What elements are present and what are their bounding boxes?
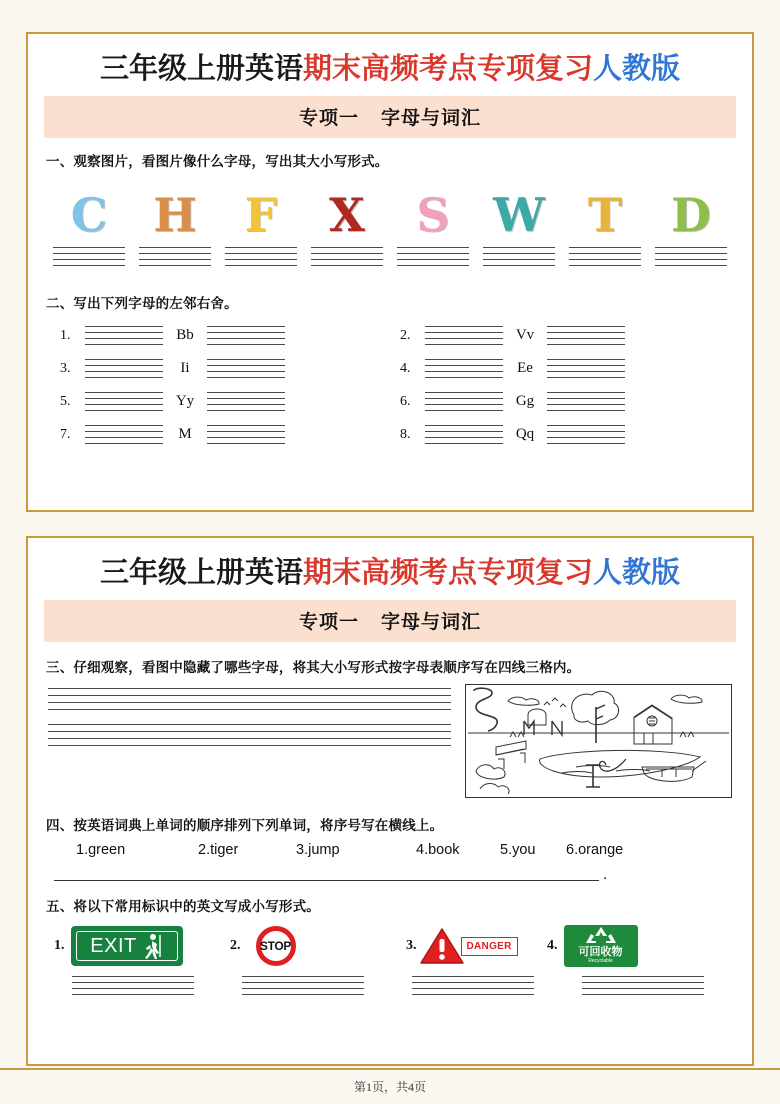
exercise1-answer-lines <box>566 247 644 266</box>
guide-line <box>85 431 163 432</box>
exercise1-answer-lines <box>480 247 558 266</box>
guide-line <box>85 371 163 372</box>
guide-line <box>85 359 163 360</box>
vocabulary-word: 3.jump <box>296 842 340 859</box>
letter-glyph: W <box>493 188 545 243</box>
guide-line <box>85 392 163 393</box>
guide-line <box>48 745 451 746</box>
guide-line <box>547 359 625 360</box>
item-number: 6. <box>400 393 411 409</box>
guide-line <box>547 431 625 432</box>
target-letter: Ee <box>517 360 533 377</box>
guide-line <box>655 247 727 248</box>
guide-line <box>48 731 451 732</box>
four-line-writing-guide[interactable] <box>207 326 285 345</box>
guide-line <box>425 431 503 432</box>
guide-line <box>655 265 727 266</box>
four-line-writing-guide[interactable] <box>547 425 625 444</box>
title-red-part-2: 期末高频考点专项复习 <box>302 557 593 589</box>
four-line-writing-guide[interactable] <box>72 976 194 995</box>
guide-line <box>547 326 625 327</box>
guide-line <box>48 724 451 725</box>
guide-line <box>225 265 297 266</box>
guide-line <box>483 253 555 254</box>
title-blue-part: 人教版 <box>593 53 681 85</box>
item-number: 3. <box>60 360 71 376</box>
guide-line <box>85 326 163 327</box>
four-line-writing-guide[interactable] <box>569 247 641 266</box>
item-number: 7. <box>60 426 71 442</box>
section-label: 专项一 <box>298 108 359 130</box>
page-title-2 <box>44 557 736 590</box>
four-line-writing-guide[interactable] <box>85 425 163 444</box>
guide-line <box>547 425 625 426</box>
section-label-2: 专项一 <box>298 612 359 634</box>
target-letter: Ii <box>180 360 190 377</box>
exercise3-body <box>44 684 736 798</box>
guide-line <box>582 982 704 983</box>
danger-sign-label: DANGER <box>461 937 518 956</box>
guide-line <box>207 344 285 345</box>
guide-line <box>53 259 125 260</box>
guide-line <box>139 259 211 260</box>
vocabulary-word: 4.book <box>416 842 460 859</box>
exercise1-answer-lines <box>652 247 730 266</box>
guide-line <box>425 338 503 339</box>
letter-glyph: F <box>244 188 278 243</box>
guide-line <box>225 247 297 248</box>
exercise5-answer-lines <box>224 976 388 995</box>
vocabulary-word: 1.green <box>76 842 126 859</box>
four-line-writing-guide[interactable] <box>207 359 285 378</box>
guide-line <box>207 443 285 444</box>
guide-line <box>85 398 163 399</box>
four-line-writing-guide[interactable] <box>483 247 555 266</box>
guide-line <box>569 253 641 254</box>
neighbour-item <box>60 326 382 345</box>
four-line-writing-guide[interactable] <box>85 359 163 378</box>
exercise3-writing-lines[interactable] <box>48 684 451 746</box>
title-black-part: 三年级上册英语 <box>99 53 303 85</box>
guide-line <box>48 695 451 696</box>
four-line-writing-guide[interactable] <box>53 247 125 266</box>
target-letter: Qq <box>515 426 535 443</box>
exercise2-prompt: 二、写出下列字母的左邻右舍。 <box>46 296 238 312</box>
four-line-writing-guide[interactable] <box>547 392 625 411</box>
exercise5-answer-lines-row <box>44 976 736 995</box>
guide-line <box>425 359 503 360</box>
sign-cell-recycle <box>547 925 717 967</box>
exercise4-word-list <box>44 842 736 858</box>
footer-divider <box>0 1068 780 1070</box>
guide-line <box>242 988 364 989</box>
guide-line <box>207 371 285 372</box>
recyclable-sign-label-en: Recyclable <box>588 958 613 965</box>
guide-line <box>397 253 469 254</box>
guide-line <box>425 410 503 411</box>
exercise4-prompt: 四、按英语词典上单词的顺序排列下列单词，将序号写在横线上。 <box>46 818 444 834</box>
letter-glyph: S <box>416 188 450 243</box>
recyclable-sign-icon <box>564 925 638 967</box>
guide-line <box>547 392 625 393</box>
exit-sign-label: EXIT <box>90 934 137 957</box>
guide-line <box>425 377 503 378</box>
target-letter: Yy <box>175 393 195 410</box>
exercise5-prompt: 五、将以下常用标识中的英文写成小写形式。 <box>46 899 320 915</box>
decorated-letter-h <box>136 188 214 243</box>
stop-sign-icon <box>247 926 305 966</box>
exercise1-letters-row <box>44 176 736 243</box>
sign-cell-stop <box>230 926 400 966</box>
letter-glyph: X <box>329 188 365 243</box>
page-title <box>44 53 736 86</box>
guide-line <box>655 259 727 260</box>
neighbour-item <box>400 425 722 444</box>
guide-line <box>207 437 285 438</box>
target-letter: M <box>178 426 192 443</box>
four-line-writing-guide[interactable] <box>242 976 364 995</box>
guide-line <box>483 247 555 248</box>
worksheet-page-2 <box>26 536 754 1066</box>
sign-cell-exit <box>54 926 224 966</box>
guide-line <box>207 326 285 327</box>
guide-line <box>547 443 625 444</box>
four-line-writing-guide[interactable] <box>139 247 211 266</box>
section-name-2: 字母与词汇 <box>381 612 482 634</box>
guide-line <box>412 976 534 977</box>
guide-line <box>225 253 297 254</box>
decorated-letter-w <box>480 188 558 243</box>
four-line-writing-guide[interactable] <box>547 326 625 345</box>
guide-line <box>85 344 163 345</box>
four-line-writing-guide[interactable] <box>207 392 285 411</box>
guide-line <box>85 332 163 333</box>
four-line-writing-guide[interactable] <box>397 247 469 266</box>
guide-line <box>397 259 469 260</box>
guide-line <box>72 994 194 995</box>
guide-line <box>582 988 704 989</box>
exercise1-answer-lines <box>222 247 300 266</box>
four-line-writing-guide[interactable] <box>547 359 625 378</box>
stop-sign-label: STOP <box>259 939 292 954</box>
four-line-writing-guide[interactable] <box>655 247 727 266</box>
exercise5-answer-lines <box>564 976 728 995</box>
guide-line <box>48 709 451 710</box>
sign-number-4: 4. <box>547 938 558 954</box>
sign-cell-danger <box>406 926 541 966</box>
sign-number-3: 3. <box>406 938 417 954</box>
guide-line <box>242 994 364 995</box>
vocabulary-word: 5.you <box>500 842 536 859</box>
neighbour-item <box>400 326 722 345</box>
guide-line <box>207 392 285 393</box>
four-line-writing-guide[interactable] <box>425 392 503 411</box>
four-line-writing-guide[interactable] <box>425 326 503 345</box>
guide-line <box>425 443 503 444</box>
four-line-writing-guide[interactable] <box>48 724 451 746</box>
decorated-letter-s <box>394 188 472 243</box>
guide-line <box>207 431 285 432</box>
guide-line <box>547 365 625 366</box>
guide-line <box>139 247 211 248</box>
guide-line <box>547 398 625 399</box>
neighbour-item <box>400 392 722 411</box>
exercise5-answer-lines <box>394 976 558 995</box>
four-line-writing-guide[interactable] <box>225 247 297 266</box>
decorated-letter-t <box>566 188 644 243</box>
guide-line <box>207 398 285 399</box>
item-number: 4. <box>400 360 411 376</box>
four-line-writing-guide[interactable] <box>425 359 503 378</box>
four-line-writing-guide[interactable] <box>425 425 503 444</box>
letter-glyph: C <box>70 188 108 243</box>
title-blue-part-2: 人教版 <box>593 557 681 589</box>
guide-line <box>569 247 641 248</box>
guide-line <box>85 404 163 405</box>
exercise1-prompt: 一、观察图片，看图片像什么字母，写出其大小写形式。 <box>46 154 389 170</box>
guide-line <box>48 738 451 739</box>
guide-line <box>139 253 211 254</box>
guide-line <box>547 371 625 372</box>
letter-glyph: T <box>587 188 623 243</box>
guide-line <box>425 344 503 345</box>
guide-line <box>311 253 383 254</box>
guide-line <box>582 994 704 995</box>
guide-line <box>139 265 211 266</box>
four-line-writing-guide[interactable] <box>311 247 383 266</box>
guide-line <box>72 988 194 989</box>
guide-line <box>207 410 285 411</box>
decorated-letter-d <box>652 188 730 243</box>
guide-line <box>547 332 625 333</box>
decorated-letter-c <box>50 188 128 243</box>
recyclable-sign-label-zh: 可回收物 <box>578 946 623 959</box>
guide-line <box>72 982 194 983</box>
decorated-letter-f <box>222 188 300 243</box>
guide-line <box>547 338 625 339</box>
exercise1-answer-lines <box>308 247 386 266</box>
four-line-writing-guide[interactable] <box>207 425 285 444</box>
guide-line <box>483 259 555 260</box>
worksheet-page-1 <box>26 32 754 512</box>
guide-line <box>207 377 285 378</box>
vocabulary-word: 2.tiger <box>198 842 239 859</box>
guide-line <box>207 365 285 366</box>
guide-line <box>53 265 125 266</box>
four-line-writing-guide[interactable] <box>48 688 451 710</box>
guide-line <box>425 437 503 438</box>
item-number: 2. <box>400 327 411 343</box>
guide-line <box>207 425 285 426</box>
title-red-part: 期末高频考点专项复习 <box>302 53 593 85</box>
exercise1-answer-lines <box>136 247 214 266</box>
guide-line <box>425 332 503 333</box>
exercise4-answer-line[interactable] <box>54 867 607 884</box>
item-number: 5. <box>60 393 71 409</box>
guide-line <box>311 265 383 266</box>
exercise1-answer-lines <box>394 247 472 266</box>
running-man-icon <box>141 933 163 959</box>
neighbour-item <box>400 359 722 378</box>
guide-line <box>53 253 125 254</box>
guide-line <box>48 702 451 703</box>
guide-line <box>85 377 163 378</box>
neighbour-item <box>60 392 382 411</box>
guide-line <box>425 425 503 426</box>
guide-line <box>72 976 194 977</box>
guide-line <box>547 377 625 378</box>
exercise1-lines-row <box>44 247 736 266</box>
item-number: 8. <box>400 426 411 442</box>
letter-glyph: D <box>671 188 711 243</box>
guide-line <box>547 410 625 411</box>
guide-line <box>85 410 163 411</box>
guide-line <box>412 988 534 989</box>
sign-number-1: 1. <box>54 938 65 954</box>
target-letter: Gg <box>515 393 535 410</box>
guide-line <box>569 259 641 260</box>
four-line-writing-guide[interactable] <box>412 976 534 995</box>
guide-line <box>397 265 469 266</box>
vocabulary-word: 6.orange <box>566 842 624 859</box>
title-black-part-2: 三年级上册英语 <box>99 557 303 589</box>
guide-line <box>207 332 285 333</box>
guide-line <box>547 437 625 438</box>
neighbour-item <box>60 359 382 378</box>
guide-line <box>425 371 503 372</box>
guide-line <box>655 253 727 254</box>
exit-sign-icon <box>71 926 183 966</box>
guide-line <box>425 392 503 393</box>
guide-line <box>311 259 383 260</box>
guide-line <box>85 365 163 366</box>
guide-line <box>582 976 704 977</box>
decorated-letter-x <box>308 188 386 243</box>
guide-line <box>311 247 383 248</box>
guide-line <box>207 338 285 339</box>
letter-glyph: H <box>153 188 197 243</box>
target-letter: Bb <box>176 327 194 344</box>
section-name: 字母与词汇 <box>381 108 482 130</box>
guide-line <box>85 338 163 339</box>
guide-line <box>85 437 163 438</box>
guide-line <box>53 247 125 248</box>
guide-line <box>242 982 364 983</box>
section-header-bar <box>44 96 736 138</box>
guide-line <box>397 247 469 248</box>
guide-line <box>547 344 625 345</box>
four-line-writing-guide[interactable] <box>85 392 163 411</box>
four-line-writing-guide[interactable] <box>582 976 704 995</box>
four-line-writing-guide[interactable] <box>85 326 163 345</box>
exercise3-prompt: 三、仔细观察，看图中隐藏了哪些字母，将其大小写形式按字母表顺序写在四线三格内。 <box>46 660 581 676</box>
guide-line <box>425 365 503 366</box>
guide-line <box>412 982 534 983</box>
danger-triangle-icon <box>419 926 465 966</box>
guide-line <box>225 259 297 260</box>
guide-line <box>425 398 503 399</box>
section-header-bar-2 <box>44 600 736 642</box>
guide-line <box>483 265 555 266</box>
guide-line <box>569 265 641 266</box>
neighbour-item <box>60 425 382 444</box>
guide-line <box>425 404 503 405</box>
exercise5-answer-lines <box>54 976 218 995</box>
guide-line <box>425 326 503 327</box>
guide-line <box>48 688 451 689</box>
exercise1-answer-lines <box>50 247 128 266</box>
exercise4-answer-period: . <box>603 867 607 884</box>
page-footer: 第1页，共4页 <box>353 1080 426 1094</box>
guide-line <box>207 404 285 405</box>
guide-line <box>85 425 163 426</box>
sign-number-2: 2. <box>230 938 241 954</box>
guide-line <box>207 359 285 360</box>
exercise5-signs-row <box>44 925 736 967</box>
guide-line <box>547 404 625 405</box>
hidden-letters-scene-image <box>465 684 732 798</box>
item-number: 1. <box>60 327 71 343</box>
exercise2-grid <box>44 326 736 444</box>
guide-line <box>85 443 163 444</box>
guide-line <box>242 976 364 977</box>
guide-line <box>412 994 534 995</box>
recycle-arrows-icon <box>581 926 621 946</box>
target-letter: Vv <box>515 327 535 344</box>
